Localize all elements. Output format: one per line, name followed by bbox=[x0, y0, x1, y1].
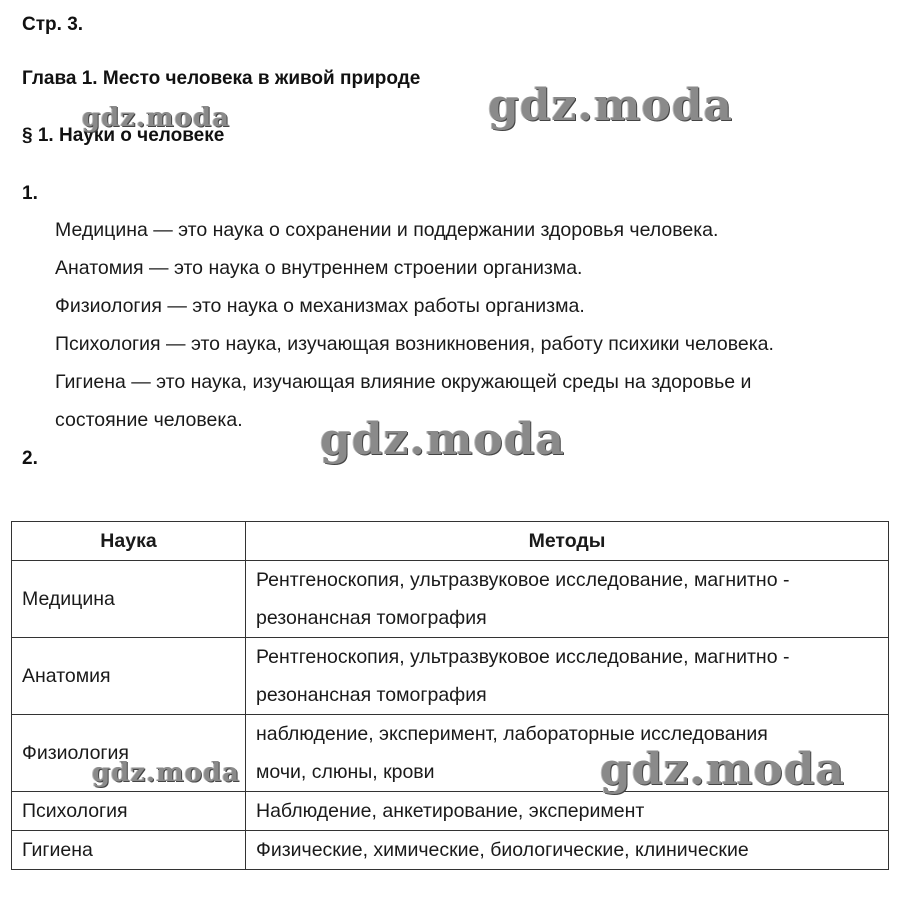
table-row bbox=[12, 792, 889, 831]
task-1-line-hygiene: Гигиена — это наука, изучающая влияние окружающей среды на здоровье и bbox=[55, 371, 752, 393]
page-label: Стр. 3. bbox=[22, 14, 84, 35]
methods-line: Рентгеноскопия, ультразвуковое исследование, магнитно - bbox=[256, 646, 790, 668]
section-title: § 1. Науки о человеке bbox=[22, 125, 225, 146]
watermark-logo: gdz.moda bbox=[92, 758, 241, 788]
science-cell: Психология bbox=[12, 792, 246, 831]
science-cell: Анатомия bbox=[12, 638, 246, 715]
task-1-line-psychology: Психология — это наука, изучающая возникновения, работу психики человека. bbox=[55, 333, 774, 355]
science-cell: Гигиена bbox=[12, 831, 246, 870]
watermark-logo: gdz.moda bbox=[82, 103, 231, 133]
chapter-title: Глава 1. Место человека в живой природе bbox=[22, 68, 421, 89]
methods-line: резонансная томография bbox=[256, 684, 487, 706]
watermark-logo: gdz.moda bbox=[600, 744, 846, 795]
sciences-methods-table bbox=[11, 521, 889, 870]
methods-cell bbox=[246, 638, 889, 715]
methods-line: наблюдение, эксперимент, лабораторные исследования bbox=[256, 723, 768, 745]
watermark-logo: gdz.moda bbox=[320, 414, 566, 465]
task-1-line-hygiene-cont: состояние человека. bbox=[55, 409, 243, 431]
science-cell: Медицина bbox=[12, 561, 246, 638]
methods-line: мочи, слюны, крови bbox=[256, 761, 435, 783]
table-header-row bbox=[12, 522, 889, 561]
task-1-line-physiology: Физиология — это наука о механизмах работы организма. bbox=[55, 295, 585, 317]
table-row bbox=[12, 831, 889, 870]
watermark-logo: gdz.moda bbox=[488, 80, 734, 131]
task-1-line-medicine: Медицина — это наука о сохранении и поддержании здоровья человека. bbox=[55, 219, 719, 241]
methods-line: резонансная томография bbox=[256, 607, 487, 629]
header-methods: Методы bbox=[246, 522, 889, 561]
methods-cell bbox=[246, 561, 889, 638]
science-cell: Физиология bbox=[12, 715, 246, 792]
methods-line: Рентгеноскопия, ультразвуковое исследование, магнитно - bbox=[256, 569, 790, 591]
task-2-number: 2. bbox=[22, 448, 38, 469]
table-row bbox=[12, 561, 889, 638]
header-science: Наука bbox=[12, 522, 246, 561]
methods-cell: Физические, химические, биологические, клинические bbox=[246, 831, 889, 870]
methods-cell: Наблюдение, анкетирование, эксперимент bbox=[246, 792, 889, 831]
task-1-line-anatomy: Анатомия — это наука о внутреннем строении организма. bbox=[55, 257, 583, 279]
task-1-number: 1. bbox=[22, 183, 38, 204]
table-row bbox=[12, 638, 889, 715]
